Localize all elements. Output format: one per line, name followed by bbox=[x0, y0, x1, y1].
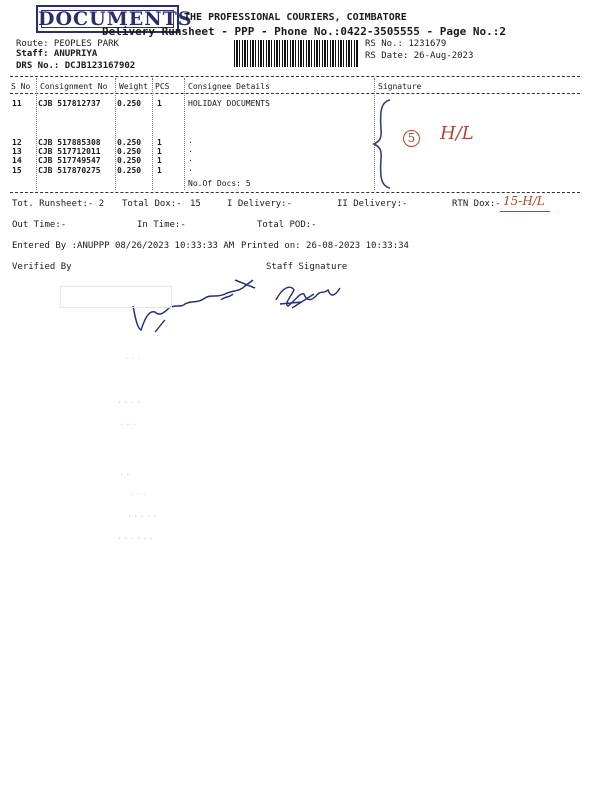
faint-mark: · · · · bbox=[118, 398, 141, 409]
barcode bbox=[234, 40, 358, 67]
col-sep bbox=[115, 78, 116, 190]
col-header-pcs: PCS bbox=[155, 82, 170, 91]
faint-mark: · · · · · bbox=[128, 512, 157, 523]
row-pcs: 1 bbox=[157, 147, 162, 156]
col-header-signature: Signature bbox=[378, 82, 422, 91]
row-pcs: 1 bbox=[157, 99, 162, 108]
row-weight: 0.250 bbox=[117, 138, 142, 147]
row-weight: 0.250 bbox=[117, 147, 142, 156]
faint-mark: · · · bbox=[130, 490, 146, 501]
row-details: HOLIDAY DOCUMENTS bbox=[188, 99, 270, 108]
divider-header bbox=[10, 93, 580, 94]
row-weight: 0.250 bbox=[117, 166, 142, 175]
divider-summary bbox=[10, 192, 580, 193]
verified-by: Verified By bbox=[12, 262, 72, 272]
staff-label: Staff: ANUPRIYA bbox=[16, 49, 98, 59]
staff-signature-label: Staff Signature bbox=[266, 262, 348, 272]
printed-on: Printed on: 26-08-2023 10:33:34 bbox=[241, 241, 409, 251]
total-dox-label: Total Dox:- bbox=[122, 199, 182, 209]
divider-top bbox=[10, 76, 580, 77]
rs-number: RS No.: 1231679 bbox=[365, 39, 447, 49]
ii-delivery: II Delivery:- bbox=[337, 199, 408, 209]
faint-mark: · · bbox=[120, 470, 130, 481]
col-header-consignment: Consignment No bbox=[40, 82, 108, 91]
staff-signature bbox=[272, 280, 352, 315]
in-time: In Time:- bbox=[137, 220, 186, 230]
row-sno: 13 bbox=[12, 147, 22, 156]
row-sno: 11 bbox=[12, 99, 22, 108]
col-sep bbox=[184, 78, 185, 190]
row-pcs: 1 bbox=[157, 156, 162, 165]
row-weight: 0.250 bbox=[117, 99, 142, 108]
row-pcs: 1 bbox=[157, 166, 162, 175]
faint-mark: · · · · · · bbox=[118, 534, 153, 545]
total-runsheet: Tot. Runsheet:- 2 bbox=[12, 199, 105, 209]
row-consignment: CJB 517885308 bbox=[38, 138, 101, 147]
col-sep bbox=[36, 78, 37, 190]
row-sno: 12 bbox=[12, 138, 22, 147]
rtn-dox-label: RTN Dox:- bbox=[452, 199, 501, 209]
col-header-sno: S No bbox=[11, 82, 31, 91]
row-consignment: CJB 517712011 bbox=[38, 147, 101, 156]
row-consignment: CJB 517749547 bbox=[38, 156, 101, 165]
faint-stamp-imprint bbox=[60, 286, 172, 308]
rs-date: RS Date: 26-Aug-2023 bbox=[365, 51, 474, 61]
rtn-underline bbox=[500, 211, 550, 212]
row-sno: 15 bbox=[12, 166, 22, 175]
no-of-docs: No.Of Docs: 5 bbox=[188, 179, 251, 188]
runsheet-subtitle: Delivery Runsheet - PPP - Phone No.:0422-3505555 - Page No.:2 bbox=[102, 25, 506, 38]
entered-by: Entered By :ANUPPP 08/26/2023 10:33:33 AM bbox=[12, 241, 235, 251]
handwritten-brace bbox=[372, 96, 396, 192]
i-delivery: I Delivery:- bbox=[227, 199, 293, 209]
circled-count: 5 bbox=[403, 130, 420, 147]
company-title: THE PROFESSIONAL COURIERS, COIMBATORE bbox=[184, 12, 407, 23]
row-consignment: CJB 517870275 bbox=[38, 166, 101, 175]
row-weight: 0.250 bbox=[117, 156, 142, 165]
total-pod: Total POD:- bbox=[257, 220, 317, 230]
total-dox-value: 15 bbox=[190, 199, 201, 209]
row-sno: 14 bbox=[12, 156, 22, 165]
col-sep bbox=[152, 78, 153, 190]
row-details: . bbox=[188, 164, 193, 173]
faint-mark: · · · bbox=[120, 420, 136, 431]
col-header-weight: Weight bbox=[119, 82, 148, 91]
row-details: . bbox=[188, 136, 193, 145]
route-label: Route: PEOPLES PARK bbox=[16, 39, 119, 49]
out-time: Out Time:- bbox=[12, 220, 67, 230]
row-details: . bbox=[188, 154, 193, 163]
row-consignment: CJB 517812737 bbox=[38, 99, 101, 108]
drs-number: DRS No.: DCJB123167902 bbox=[16, 61, 136, 71]
faint-mark: · · · bbox=[125, 354, 141, 365]
row-pcs: 1 bbox=[157, 138, 162, 147]
rtn-dox-handwritten: 15-H/L bbox=[503, 194, 545, 208]
col-header-consignee: Consignee Details bbox=[188, 82, 270, 91]
handwritten-hl: H/L bbox=[440, 123, 474, 144]
stamp-text: DOCUMENTS bbox=[38, 8, 193, 30]
row-details: . bbox=[188, 145, 193, 154]
